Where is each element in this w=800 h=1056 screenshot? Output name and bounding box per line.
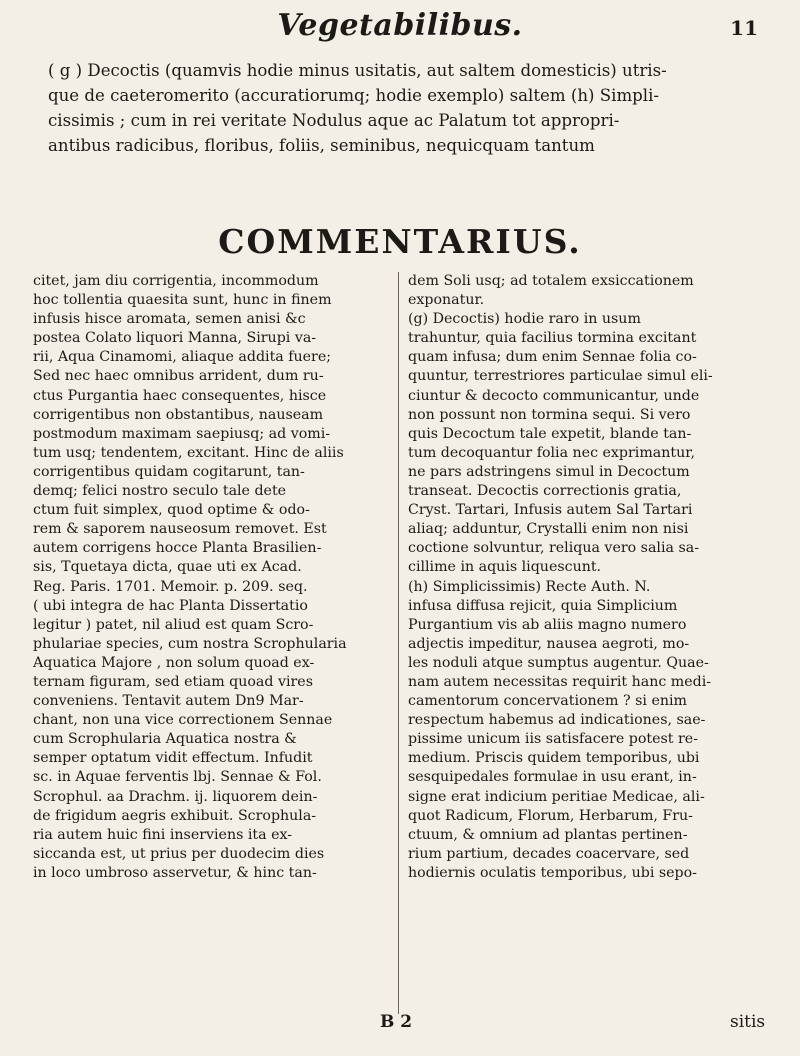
right-column-line: ne pars adstringens simul in Decoctum	[408, 463, 690, 480]
left-column-line: postmodum maximam saepiusq; ad vomi-	[33, 425, 331, 442]
right-column-line: cillime in aquis liquescunt.	[408, 559, 602, 576]
right-column-line: pissime unicum iis satisfacere potest re-	[408, 731, 698, 748]
left-column-line: chant, non una vice correctionem Sennae	[33, 712, 333, 729]
left-column-line: ria autem huic fini inserviens ita ex-	[33, 826, 293, 843]
left-column-line: siccanda est, ut prius per duodecim dies	[33, 845, 325, 862]
catchword: sitis	[730, 1012, 766, 1032]
intro-paragraph	[48, 58, 772, 158]
left-column-line: ( ubi integra de hac Planta Dissertatio	[33, 597, 308, 614]
right-column-line: aliaq; adduntur, Crystalli enim non nisi	[408, 521, 689, 538]
right-column-line: quot Radicum, Florum, Herbarum, Fru-	[408, 807, 693, 824]
left-column-line: legitur ) patet, nil aliud est quam Scro-	[33, 616, 314, 633]
left-column-line: Aquatica Majore , non solum quoad ex-	[33, 654, 315, 671]
right-column-line: camentorum concervationem ? si enim	[408, 693, 687, 710]
intro-line: ( g ) Decoctis (quamvis hodie minus usitatis, aut saltem domesticis) utris-	[48, 61, 667, 80]
left-column-line: infusis hisce aromata, semen anisi &c	[33, 311, 306, 328]
left-column-line: tum usq; tendentem, excitant. Hinc de aliis	[33, 444, 344, 461]
running-title: Vegetabilibus.	[277, 8, 523, 43]
left-column-line: demq; felici nostro seculo tale dete	[33, 483, 287, 500]
right-column-line: Purgantium vis ab aliis magno numero	[408, 616, 687, 633]
page-number: 11	[730, 16, 758, 40]
right-column-line: non possunt non tormina sequi. Si vero	[408, 406, 691, 423]
left-column-line: in loco umbroso asservetur, & hinc tan-	[33, 864, 317, 881]
page-header	[0, 6, 800, 50]
right-column-line: ctuum, & omnium ad plantas pertinen-	[408, 826, 688, 843]
left-column-line: hoc tollentia quaesita sunt, hunc in finem	[33, 292, 332, 309]
left-column-line: semper optatum vidit effectum. Infudit	[33, 750, 313, 767]
intro-line: antibus radicibus, floribus, foliis, seminibus, nequicquam tantum	[48, 136, 595, 155]
right-column-line: sesquipedales formulae in usu erant, in-	[408, 769, 697, 786]
right-column-line: trahuntur, quia facilius tormina excitant	[408, 330, 697, 347]
right-column	[408, 272, 774, 883]
left-column-line: conveniens. Tentavit autem Dn9 Mar-	[33, 693, 304, 710]
right-column-line: medium. Priscis quidem temporibus, ubi	[408, 750, 700, 767]
left-column-line: postea Colato liquori Manna, Sirupi va-	[33, 330, 317, 347]
intro-line: cissimis ; cum in rei veritate Nodulus aque ac Palatum tot appropri-	[48, 111, 620, 130]
right-column-line: transeat. Decoctis correctionis gratia,	[408, 483, 682, 500]
left-column-line: autem corrigens hocce Planta Brasilien-	[33, 540, 322, 557]
right-column-line: rium partium, decades coacervare, sed	[408, 845, 690, 862]
right-column-line: coctione solvuntur, reliqua vero salia sa-	[408, 540, 699, 557]
left-column-line: citet, jam diu corrigentia, incommodum	[33, 273, 319, 289]
right-column-line: tum decoquantur folia nec exprimantur,	[408, 444, 695, 461]
right-column-line: quam infusa; dum enim Sennae folia co-	[408, 349, 697, 366]
left-column-line: de frigidum aegris exhibuit. Scrophula-	[33, 807, 317, 824]
right-column-line: respectum habemus ad indicationes, sae-	[408, 712, 706, 729]
signature-mark: B 2	[380, 1012, 413, 1032]
left-column-line: ctum fuit simplex, quod optime & odo-	[33, 502, 310, 519]
right-column-line: signe erat indicium peritiae Medicae, ali-	[408, 788, 705, 805]
right-column-line: Cryst. Tartari, Infusis autem Sal Tartari	[408, 502, 693, 519]
column-divider	[398, 272, 399, 1014]
right-column-line: quuntur, terrestriores particulae simul eli-	[408, 368, 713, 385]
left-column-line: sis, Tquetaya dicta, quae uti ex Acad.	[33, 559, 302, 576]
right-column-line: (h) Simplicissimis) Recte Auth. N.	[408, 578, 651, 595]
left-column-line: Sed nec haec omnibus arrident, dum ru-	[33, 368, 324, 385]
right-column-line: infusa diffusa rejicit, quia Simplicium	[408, 597, 678, 614]
left-column-line: rii, Aqua Cinamomi, aliaque addita fuere;	[33, 349, 331, 366]
left-column-line: rem & saporem nauseosum removet. Est	[33, 521, 327, 538]
right-column-line: quis Decoctum tale expetit, blande tan-	[408, 425, 692, 442]
right-column-line: hodiernis oculatis temporibus, ubi sepo-	[408, 864, 697, 881]
right-column-line: dem Soli usq; ad totalem exsiccationem	[408, 273, 694, 289]
left-column-line: corrigentibus non obstantibus, nauseam	[33, 406, 324, 423]
left-column-line: sc. in Aquae ferventis lbj. Sennae & Fol.	[33, 769, 322, 786]
left-column-line: Scrophul. aa Drachm. ij. liquorem dein-	[33, 788, 318, 805]
right-column-line: adjectis impeditur, nausea aegroti, mo-	[408, 635, 690, 652]
section-heading: COMMENTARIUS.	[218, 222, 582, 261]
intro-line: que de caeteromerito (accuratiorumq; hodie exemplo) saltem (h) Simpli-	[48, 86, 660, 105]
left-column	[33, 272, 383, 883]
right-column-line: nam autem necessitas requirit hanc medi-	[408, 673, 712, 690]
left-column-line: phulariae species, cum nostra Scrophularia	[33, 635, 347, 652]
left-column-line: cum Scrophularia Aquatica nostra &	[33, 731, 297, 748]
right-column-line: ciuntur & decocto communicantur, unde	[408, 387, 700, 404]
left-column-line: ctus Purgantia haec consequentes, hisce	[33, 387, 327, 404]
right-column-line: (g) Decoctis) hodie raro in usum	[408, 311, 641, 328]
left-column-line: Reg. Paris. 1701. Memoir. p. 209. seq.	[33, 578, 308, 595]
right-column-line: les noduli atque sumptus augentur. Quae-	[408, 654, 709, 671]
left-column-line: ternam figuram, sed etiam quoad vires	[33, 673, 313, 690]
right-column-line: exponatur.	[408, 292, 485, 309]
left-column-line: corrigentibus quidam cogitarunt, tan-	[33, 463, 305, 480]
